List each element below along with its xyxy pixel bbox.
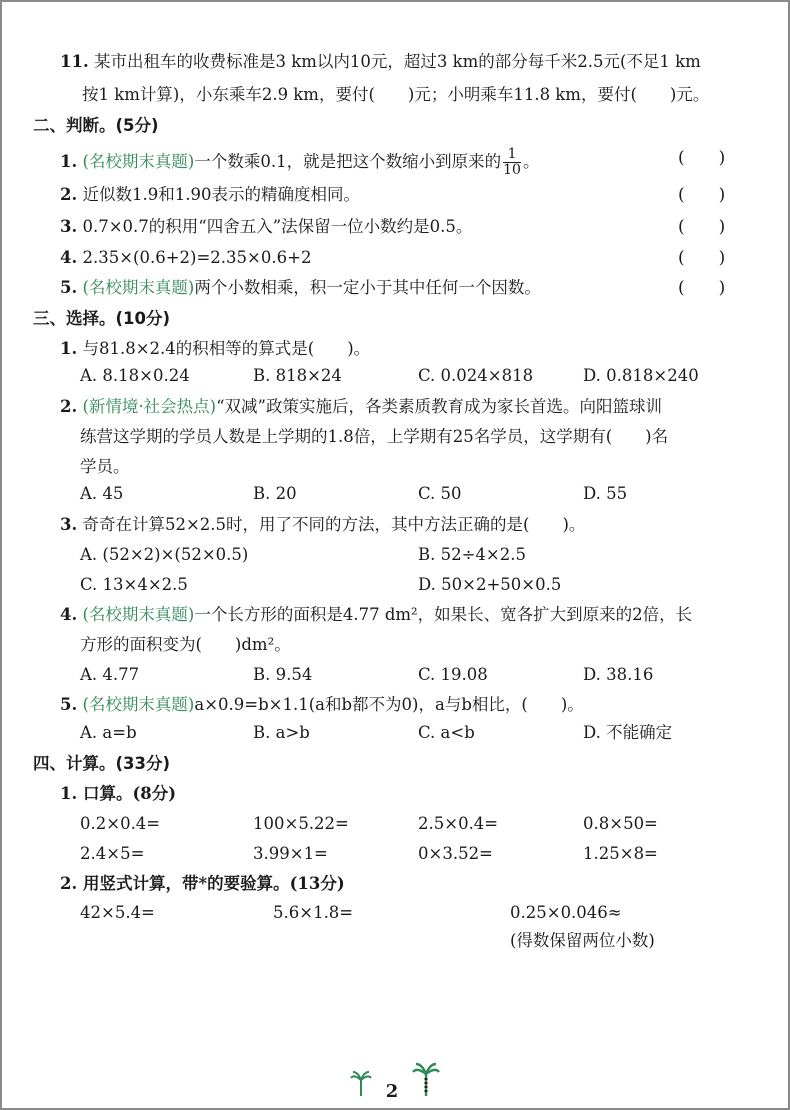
option[interactable]: D. 不能确定: [583, 723, 673, 742]
item-text: “双减”政策实施后，各类素质教育成为家长首选。向阳篮球训: [216, 397, 662, 416]
option[interactable]: A. 4.77: [80, 665, 140, 684]
item-number: 4.: [60, 605, 78, 624]
item-text: 2.35×(0.6+2)=2.35×0.6+2: [82, 248, 312, 267]
item-text: 一个数乘0.1，就是把这个数缩小到原来的: [194, 152, 502, 171]
tag-label: (名校期末真题): [82, 605, 195, 624]
option[interactable]: C. 13×4×2.5: [80, 575, 188, 594]
math-problem: 0.8×50=: [583, 814, 658, 833]
fraction: [503, 147, 521, 178]
item-text-line2: 练营这学期的学员人数是上学期的1.8倍，上学期有25名学员，这学期有( )名: [80, 427, 669, 446]
item-number: 2.: [60, 185, 78, 204]
rounding-note: (得数保留两位小数): [510, 931, 655, 950]
option[interactable]: B. a>b: [253, 723, 310, 742]
judge-item-2: [60, 184, 360, 206]
choice-item-3: [60, 514, 585, 536]
question-11-line2: 按1 km计算)，小东乘车2.9 km，要付( )元；小明乘车11.8 km，要付( )元。: [82, 85, 710, 104]
item-end: 。: [522, 152, 540, 171]
item-number: 3.: [60, 515, 78, 534]
math-problem: 0.2×0.4=: [80, 814, 161, 833]
choice-item-1: [60, 338, 370, 360]
option[interactable]: A. (52×2)×(52×0.5): [80, 545, 249, 564]
judge-item-3: [60, 216, 472, 238]
tag-label: (名校期末真题): [82, 695, 195, 714]
palm-tree-icon: [412, 1062, 440, 1102]
math-problem: 2.5×0.4=: [418, 814, 499, 833]
judge-item-4: [60, 247, 311, 269]
item-text: 一个长方形的面积是4.77 dm²，如果长、宽各扩大到原来的2倍，长: [194, 605, 693, 624]
item-text: 0.7×0.7的积用“四舍五入”法保留一位小数约是0.5。: [82, 217, 473, 236]
item-text: a×0.9=b×1.1(a和b都不为0)，a与b相比，( )。: [194, 695, 584, 714]
numerator: 1: [507, 146, 517, 162]
judge-item-1: [60, 147, 539, 178]
item-text: 与81.8×2.4的积相等的算式是( )。: [82, 339, 371, 358]
option[interactable]: B. 9.54: [253, 665, 313, 684]
option[interactable]: A. 45: [80, 484, 124, 503]
option[interactable]: D. 0.818×240: [583, 366, 699, 385]
answer-bracket[interactable]: ( ): [678, 148, 726, 168]
denominator: 10: [503, 162, 521, 178]
judge-item-5: [60, 277, 541, 299]
option[interactable]: A. a=b: [80, 723, 137, 742]
page-number: 2: [385, 1081, 399, 1102]
item-text-line3: 学员。: [80, 457, 130, 476]
item-text: 近似数1.9和1.90表示的精确度相同。: [82, 185, 360, 204]
math-problem: 2.4×5=: [80, 844, 145, 863]
math-problem: 0×3.52=: [418, 844, 493, 863]
item-number: 1.: [60, 339, 78, 358]
item-number: 5.: [60, 278, 78, 297]
math-problem: 1.25×8=: [583, 844, 658, 863]
option[interactable]: D. 55: [583, 484, 628, 503]
question-11-line1: [60, 51, 701, 73]
item-text-line2: 方形的面积变为( )dm²。: [80, 635, 291, 654]
question-number: 11.: [60, 52, 89, 71]
section-choice-title: 三、选择。(10分): [33, 309, 171, 328]
answer-bracket[interactable]: ( ): [678, 185, 726, 205]
tag-label: (新情境·社会热点): [82, 397, 217, 416]
item-text: 两个小数相乘，积一定小于其中任何一个因数。: [194, 278, 541, 297]
section-judgement-title: 二、判断。(5分): [33, 116, 159, 135]
item-text: 奇奇在计算52×2.5时，用了不同的方法，其中方法正确的是( )。: [82, 515, 586, 534]
option[interactable]: B. 52÷4×2.5: [418, 545, 526, 564]
page-footer: [0, 1062, 790, 1102]
question-text: 某市出租车的收费标准是3 km以内10元，超过3 km的部分每千米2.5元(不足1 km: [93, 52, 701, 71]
math-problem: 0.25×0.046≈: [510, 903, 622, 922]
option[interactable]: B. 20: [253, 484, 297, 503]
item-number: 5.: [60, 695, 78, 714]
option[interactable]: C. 0.024×818: [418, 366, 534, 385]
option[interactable]: C. 50: [418, 484, 462, 503]
math-problem: 100×5.22=: [253, 814, 349, 833]
choice-item-2: [60, 396, 662, 418]
choice-item-5: [60, 694, 584, 716]
palm-tree-icon: [350, 1070, 372, 1102]
option[interactable]: A. 8.18×0.24: [80, 366, 190, 385]
answer-bracket[interactable]: ( ): [678, 248, 726, 268]
section-calculation-title: 四、计算。(33分): [33, 754, 171, 773]
math-problem: 5.6×1.8=: [273, 903, 354, 922]
math-problem: 42×5.4=: [80, 903, 155, 922]
vertical-calc-title: 2. 用竖式计算，带*的要验算。(13分): [60, 874, 345, 893]
tag-label: (名校期末真题): [82, 152, 195, 171]
item-number: 2.: [60, 397, 78, 416]
option[interactable]: D. 38.16: [583, 665, 654, 684]
choice-item-4: [60, 604, 692, 626]
math-problem: 3.99×1=: [253, 844, 328, 863]
option[interactable]: B. 818×24: [253, 366, 342, 385]
item-number: 3.: [60, 217, 78, 236]
answer-bracket[interactable]: ( ): [678, 278, 726, 298]
item-number: 1.: [60, 152, 78, 171]
item-number: 4.: [60, 248, 78, 267]
answer-bracket[interactable]: ( ): [678, 217, 726, 237]
option[interactable]: C. 19.08: [418, 665, 488, 684]
option[interactable]: D. 50×2+50×0.5: [418, 575, 562, 594]
mental-math-title: 1. 口算。(8分): [60, 784, 177, 803]
tag-label: (名校期末真题): [82, 278, 195, 297]
option[interactable]: C. a<b: [418, 723, 475, 742]
